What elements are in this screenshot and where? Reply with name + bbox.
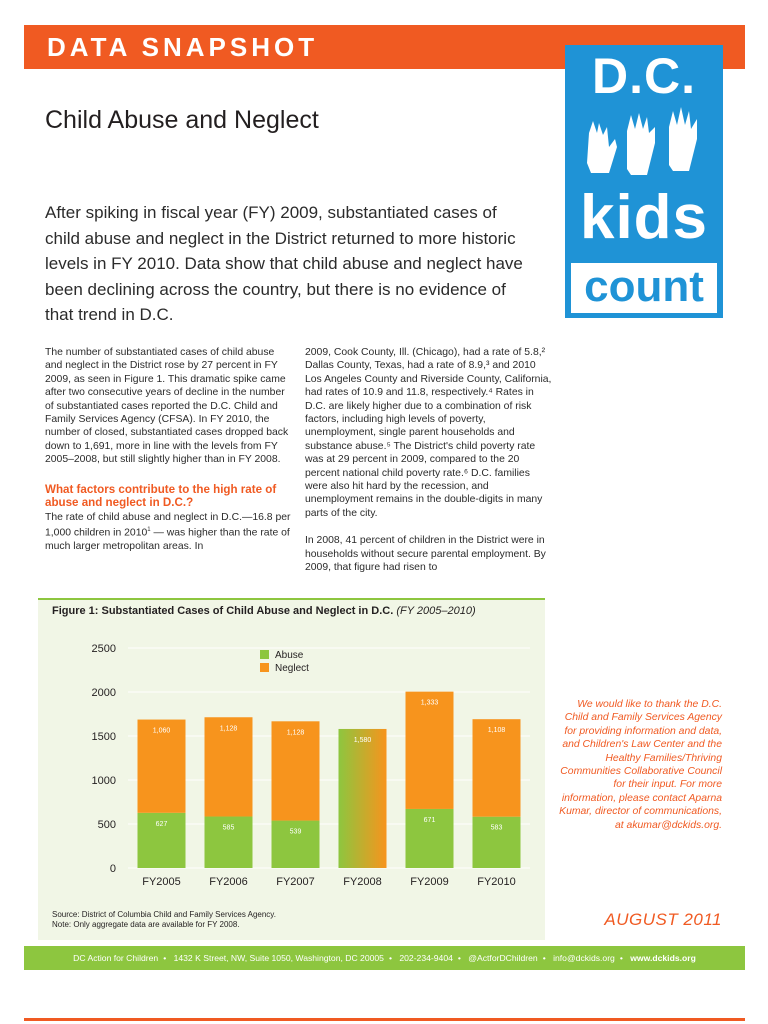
data-label: 1,060 (152, 727, 171, 735)
bottom-rule (24, 1018, 745, 1021)
logo-dc: D.C. (592, 48, 696, 104)
data-label: 1,333 (420, 699, 439, 707)
footer-twitter-link[interactable]: @ActforDChildren (468, 953, 538, 963)
x-tick-label: FY2009 (410, 876, 449, 888)
lead-paragraph: After spiking in fiscal year (FY) 2009, substantiated cases of child abuse and neglect in the District returned to more historic levels in FY 2010. Data show that child abuse and neglect have been declining across the country, but there is no evidence of that trend in D.C. (45, 203, 523, 324)
y-tick-label: 500 (97, 819, 116, 831)
figure-title-main: Figure 1: Substantiated Cases of Child Abuse and Neglect in D.C. (52, 605, 394, 617)
footer-org: DC Action for Children (73, 953, 159, 963)
figure-source: Source: District of Columbia Child and Family Services Agency. (52, 910, 276, 919)
data-label: 539 (289, 828, 302, 836)
raised-hands-icon (579, 103, 709, 183)
page-title: Child Abuse and Neglect (45, 106, 319, 134)
x-tick-label: FY2007 (276, 876, 315, 888)
body-paragraph-2-b: — was higher than the rate of much larger metropolitan areas. In (45, 527, 290, 552)
legend-label: Abuse (275, 650, 304, 661)
dc-kids-count-logo (565, 45, 723, 318)
body-column-right (305, 346, 552, 585)
data-label: 627 (155, 820, 168, 828)
data-label: 1,108 (487, 727, 506, 735)
x-tick-label: FY2005 (142, 876, 181, 888)
figure-note: Note: Only aggregate data are available for FY 2008. (52, 920, 240, 929)
body-paragraph-3: 2009, Cook County, Ill. (Chicago), had a rate of 5.8,² Dallas County, Texas, had a rate of 8.9,³ and 2010 Los Angeles County and Riverside County, California, had rates of 10.9 and 11.8, respectively.⁴ Rates in D.C. are likely higher due to a combination of risk factors, including high levels of poverty, unemployment, single parent households and substance abuse.⁵ The District's child poverty rate was at 29 percent in 2009, compared to the 20 percent national child poverty rate.⁶ D.C. families were also hit hard by the recession, and unemployment remains in the double-digits in many parts of the city. (305, 347, 552, 519)
y-tick-label: 2500 (91, 643, 116, 655)
data-label: 1,128 (286, 729, 305, 737)
x-tick-label: FY2006 (209, 876, 248, 888)
data-label: 583 (490, 824, 503, 832)
banner-label: DATA SNAPSHOT (47, 32, 319, 62)
hand-3 (669, 107, 697, 171)
chart-gridlines (128, 648, 530, 868)
footnote-ref-1: 1 (147, 527, 151, 534)
data-label: 1,128 (219, 725, 238, 733)
footer-phone: 202-234-9404 (399, 953, 453, 963)
bar-aggregate (339, 729, 387, 868)
footer-web-link[interactable]: www.dckids.org (630, 953, 696, 963)
body-paragraph-1: The number of substantiated cases of child abuse and neglect in the District rose by 27 percent in FY 2009, as seen in Figure 1. This dramatic spike came after two consecutive years of decline in the number of substantiated cases reported the D.C. Child and Family Services Agency (CFSA). In FY 2010, the number of closed, substantiated cases dropped back down to 1,691, more in line with the levels from FY 2005–2008, but still slightly higher than in FY 2008. (45, 347, 289, 466)
logo-kids: kids (579, 183, 709, 252)
y-tick-label: 1500 (91, 731, 116, 743)
data-label: 671 (423, 816, 436, 824)
body-paragraph-2-a: The rate of child abuse and neglect in D.C.—16.8 per 1,000 children in 2010 (45, 511, 291, 539)
legend-swatch (260, 650, 269, 659)
bar-neglect (406, 692, 454, 809)
x-tick-label: FY2010 (477, 876, 516, 888)
y-tick-label: 2000 (91, 687, 116, 699)
footer-bar: DC Action for Children • 1432 K Street, NW, Suite 1050, Washington, DC 20005 • 202-234-9404 • @ActforDChildren • info@dckids.org • www.dckids.org (24, 946, 745, 970)
figure-notes (52, 910, 276, 930)
publication-date: AUGUST 2011 (604, 910, 722, 929)
body-column-left (45, 346, 292, 563)
bar-chart (38, 630, 545, 930)
y-tick-label: 1000 (91, 775, 116, 787)
x-tick-label: FY2008 (343, 876, 382, 888)
y-tick-label: 0 (109, 863, 116, 875)
figure-subtitle: (FY 2005–2010) (396, 605, 476, 617)
data-label: 585 (222, 824, 235, 832)
footer-email-link[interactable]: info@dckids.org (553, 953, 615, 963)
figure-title (52, 605, 476, 617)
legend-label: Neglect (275, 663, 309, 674)
logo-count-box (571, 263, 717, 313)
acknowledgements: We would like to thank the D.C. Child and Family Services Agency for providing information and data, and Children's Law Center and the Healthy Families/Thriving Communities Collaborative Council for their input. For more information, please contact Aparna Kumar, director of communications, at akumar@dckids.org. (559, 699, 722, 831)
hand-1 (587, 121, 617, 173)
body-paragraph-2 (45, 511, 292, 554)
footer-address: 1432 K Street, NW, Suite 1050, Washington, DC 20005 (173, 953, 384, 963)
figure-1 (38, 598, 545, 940)
chart-legend (260, 650, 309, 674)
logo-count: count (584, 262, 704, 311)
body-paragraph-4: In 2008, 41 percent of children in the District were in households without secure parental employment. By 2009, that figure had risen to (305, 535, 546, 574)
hand-2 (627, 113, 655, 175)
section-heading: What factors contribute to the high rate of abuse and neglect in D.C.? (45, 482, 277, 509)
data-label: 1,580 (353, 736, 372, 744)
legend-swatch (260, 663, 269, 672)
